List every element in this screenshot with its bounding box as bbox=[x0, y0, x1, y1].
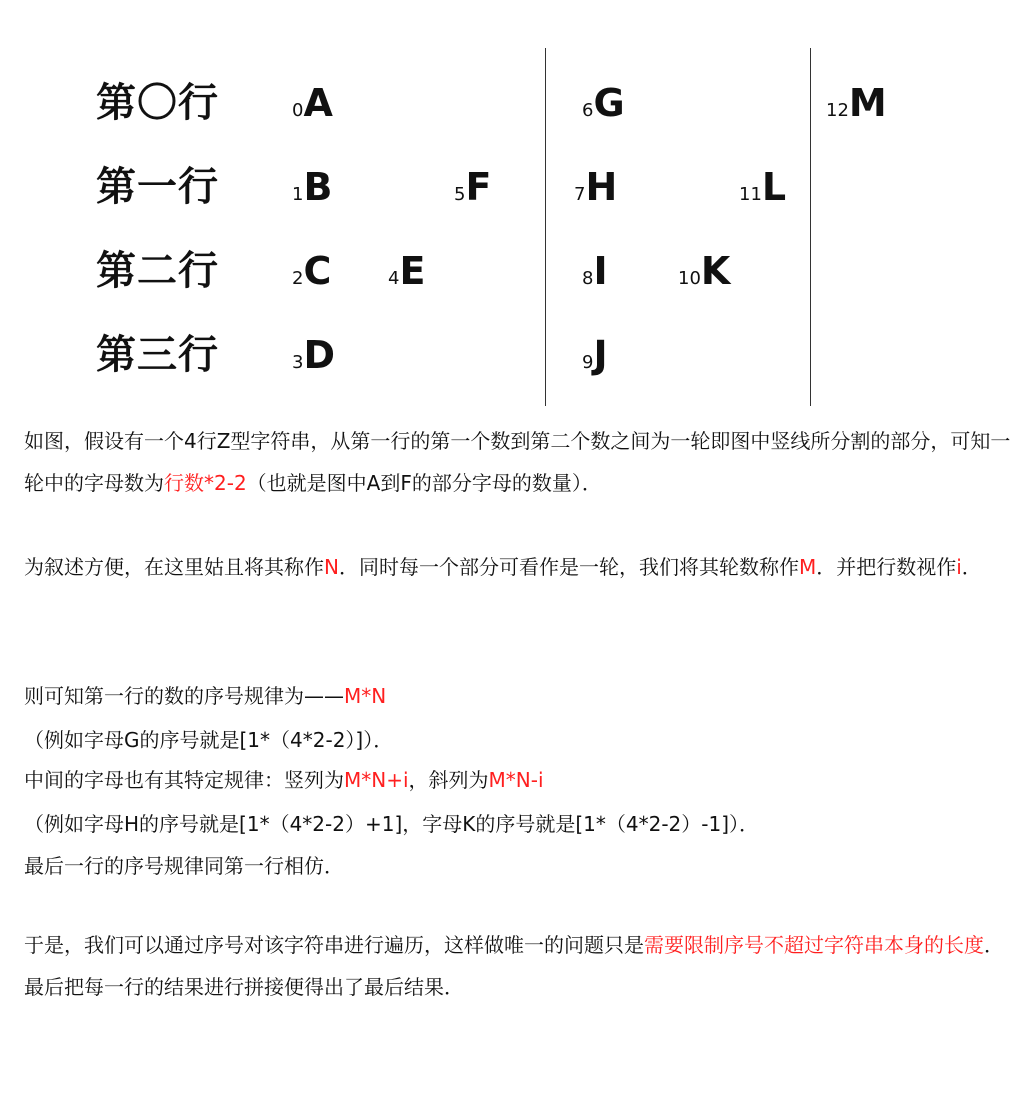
row-label-3: 第三行 bbox=[96, 332, 219, 378]
rule-middle-rows bbox=[24, 764, 544, 793]
char-letter: A bbox=[303, 81, 333, 125]
highlight-formula-diagonal: M*N-i bbox=[488, 768, 544, 792]
zigzag-diagram bbox=[0, 0, 1024, 410]
row-label-1: 第一行 bbox=[96, 164, 219, 210]
paragraph-text: ．最后把每一行的结果进行拼接便得出了最后结果． bbox=[24, 933, 1004, 999]
paragraph-text: 如图，假设有一个4行Z型字符串，从第一行的第一个数到第二个数之间为一轮即图中竖线所分割的部分，可知一轮中的字母数为 bbox=[24, 429, 1011, 495]
char-cell-B bbox=[292, 165, 333, 209]
char-letter: E bbox=[399, 249, 426, 293]
rule-text: 中间的字母也有其特定规律：竖列为 bbox=[24, 768, 344, 792]
char-letter: M bbox=[848, 81, 887, 125]
paragraph-round-definition bbox=[24, 420, 1014, 504]
char-index: 7 bbox=[574, 184, 586, 205]
char-letter: G bbox=[593, 81, 625, 125]
paragraph-text: 为叙述方便，在这里姑且将其称作 bbox=[24, 555, 324, 579]
char-cell-A bbox=[292, 81, 333, 125]
char-index: 12 bbox=[826, 100, 849, 121]
char-letter: K bbox=[700, 249, 731, 293]
paragraph-text: ． bbox=[961, 555, 982, 579]
char-cell-K bbox=[678, 249, 731, 293]
char-index: 5 bbox=[454, 184, 466, 205]
round-divider-1 bbox=[545, 48, 546, 406]
char-index: 11 bbox=[739, 184, 762, 205]
char-letter: D bbox=[303, 333, 335, 377]
char-index: 6 bbox=[582, 100, 594, 121]
char-cell-M bbox=[826, 81, 887, 125]
example-g: （例如字母G的序号就是[1*（4*2-2）]）． bbox=[24, 728, 394, 752]
paragraph-text: ．同时每一个部分可看作是一轮，我们将其轮数称作 bbox=[338, 555, 799, 579]
char-index: 1 bbox=[292, 184, 304, 205]
paragraph-text: ．并把行数视作 bbox=[816, 555, 957, 579]
char-letter: I bbox=[593, 249, 608, 293]
round-divider-2 bbox=[810, 48, 811, 406]
rule-text: 则可知第一行的数的序号规律为—— bbox=[24, 684, 344, 708]
char-cell-L bbox=[739, 165, 787, 209]
char-index: 0 bbox=[292, 100, 304, 121]
char-index: 10 bbox=[678, 268, 701, 289]
highlight-var-i: i bbox=[956, 555, 962, 579]
char-index: 8 bbox=[582, 268, 594, 289]
rule-last-row: 最后一行的序号规律同第一行相仿． bbox=[24, 854, 344, 878]
char-index: 3 bbox=[292, 352, 304, 373]
char-index: 2 bbox=[292, 268, 304, 289]
char-cell-H bbox=[574, 165, 618, 209]
paragraph-text: （也就是图中A到F的部分字母的数量）． bbox=[246, 471, 602, 495]
highlight-formula: 行数*2-2 bbox=[164, 471, 247, 495]
char-letter: J bbox=[593, 333, 608, 377]
highlight-var-n: N bbox=[324, 555, 339, 579]
char-letter: B bbox=[303, 165, 333, 209]
char-cell-C bbox=[292, 249, 332, 293]
char-cell-D bbox=[292, 333, 335, 377]
char-cell-J bbox=[582, 333, 608, 377]
char-cell-E bbox=[388, 249, 426, 293]
row-label-0: 第〇行 bbox=[96, 80, 219, 126]
char-cell-F bbox=[454, 165, 492, 209]
highlight-formula-vertical: M*N+i bbox=[344, 768, 409, 792]
char-cell-G bbox=[582, 81, 625, 125]
rule-text: ，斜列为 bbox=[408, 768, 489, 792]
highlight-constraint: 需要限制序号不超过字符串本身的长度 bbox=[644, 933, 984, 957]
char-letter: L bbox=[761, 165, 787, 209]
char-letter: C bbox=[303, 249, 332, 293]
char-cell-I bbox=[582, 249, 608, 293]
example-h-k: （例如字母H的序号就是[1*（4*2-2）+1]，字母K的序号就是[1*（4*2-2）-1]）． bbox=[24, 812, 760, 836]
highlight-var-m: M bbox=[798, 555, 817, 579]
highlight-formula: M*N bbox=[344, 684, 387, 708]
char-index: 9 bbox=[582, 352, 594, 373]
row-label-2: 第二行 bbox=[96, 248, 219, 294]
rule-first-row bbox=[24, 680, 386, 709]
char-index: 4 bbox=[388, 268, 400, 289]
char-letter: F bbox=[465, 165, 492, 209]
char-letter: H bbox=[585, 165, 618, 209]
paragraph-conclusion bbox=[24, 924, 1014, 1008]
paragraph-variable-naming bbox=[24, 546, 1014, 588]
paragraph-text: 于是，我们可以通过序号对该字符串进行遍历，这样做唯一的问题只是 bbox=[24, 933, 644, 957]
